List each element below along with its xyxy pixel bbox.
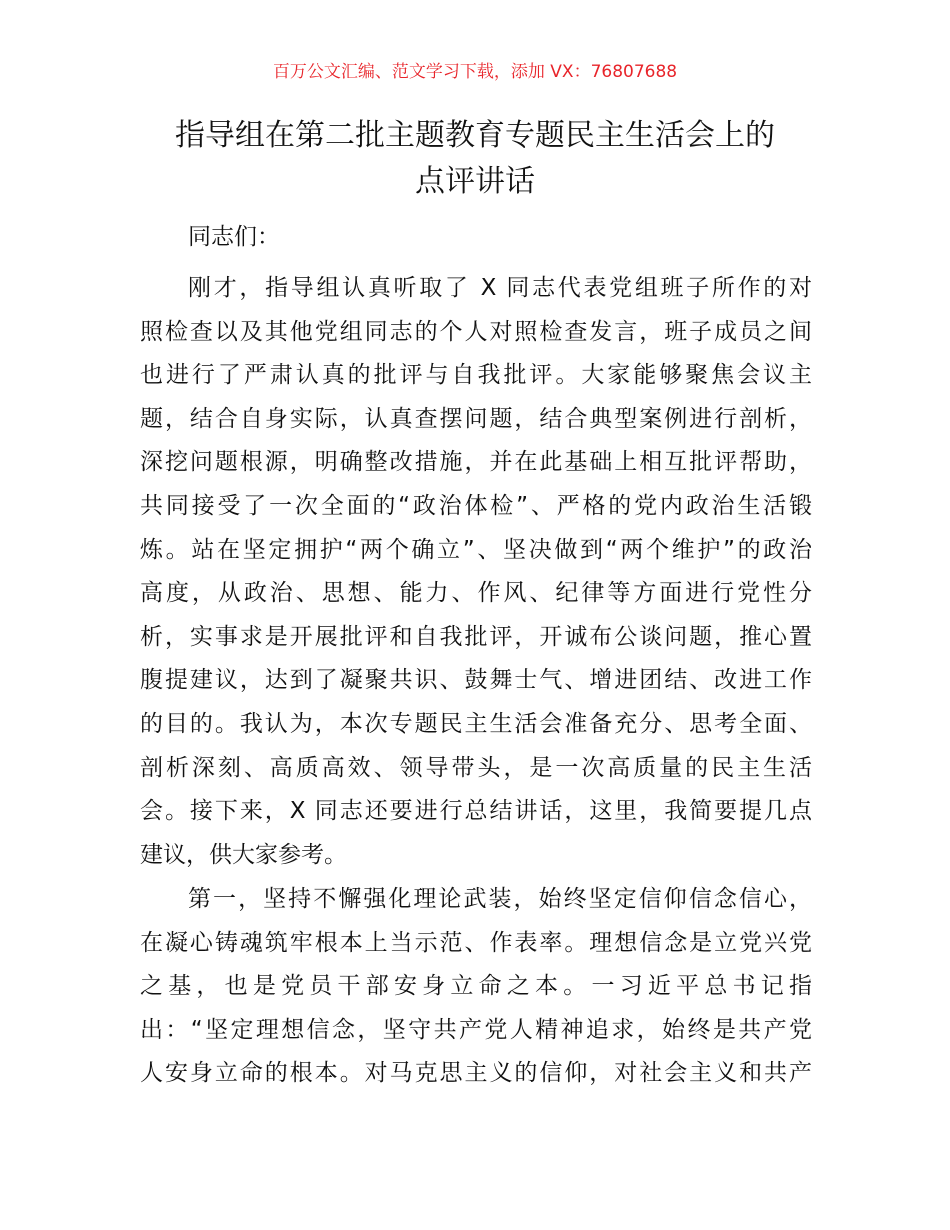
text-line: 共同接受了一次全面的“政治体检”、严格的党内政治生活锻: [140, 492, 812, 519]
paragraph-1: [140, 267, 812, 877]
text-line: 腹提建议，达到了凝聚共识、鼓舞士气、增进团结、改进工作: [140, 667, 812, 694]
text-line: 之基，也是党员干部安身立命之本。一习近平总书记指: [140, 973, 812, 1000]
text-line: 出：“坚定理想信念，坚守共产党人精神追求，始终是共产党: [140, 1016, 812, 1043]
text-line: 照检查以及其他党组同志的个人对照检查发言，班子成员之间: [140, 318, 812, 345]
text-line: 的目的。我认为，本次专题民主生活会准备充分、思考全面、: [140, 710, 812, 737]
salutation: 同志们：: [188, 224, 280, 250]
text-line: 析，实事求是开展批评和自我批评，开诚布公谈问题，推心置: [140, 623, 812, 650]
text-line: 刚才，指导组认真听取了 X 同志代表党组班子所作的对: [188, 275, 812, 301]
text-line: 剖析深刻、高质高效、领导带头，是一次高质量的民主生活: [140, 754, 812, 781]
text-line: 深挖问题根源，明确整改措施，并在此基础上相互批评帮助，: [140, 449, 812, 476]
title-line-1: 指导组在第二批主题教育专题民主生活会上的: [175, 118, 775, 153]
text-line: 建议，供大家参考。: [140, 841, 347, 868]
salutation-block: [140, 216, 812, 260]
watermark-header: 百万公文汇编、范文学习下载，添加 VX：76807688: [272, 62, 678, 82]
text-line: 题，结合自身实际，认真查摆问题，结合典型案例进行剖析，: [140, 405, 812, 432]
text-line: 也进行了严肃认真的批评与自我批评。大家能够聚焦会议主: [140, 362, 812, 389]
text-line: 人安身立命的根本。对马克思主义的信仰，对社会主义和共产: [140, 1060, 812, 1087]
text-line: 第一，坚持不懈强化理论武装，始终坚定信仰信念信心，: [188, 886, 812, 912]
text-line: 会。接下来，X 同志还要进行总结讲话，这里，我简要提几点: [140, 798, 812, 825]
title-line-2: 点评讲话: [415, 164, 535, 199]
text-line: 炼。站在坚定拥护“两个确立”、坚决做到“两个维护”的政治: [140, 536, 812, 563]
document-title: [0, 113, 950, 205]
text-line: 在凝心铸魂筑牢根本上当示范、作表率。理想信念是立党兴党: [140, 929, 812, 956]
text-line: 高度，从政治、思想、能力、作风、纪律等方面进行党性分: [140, 580, 812, 607]
paragraph-2: [140, 878, 812, 1096]
